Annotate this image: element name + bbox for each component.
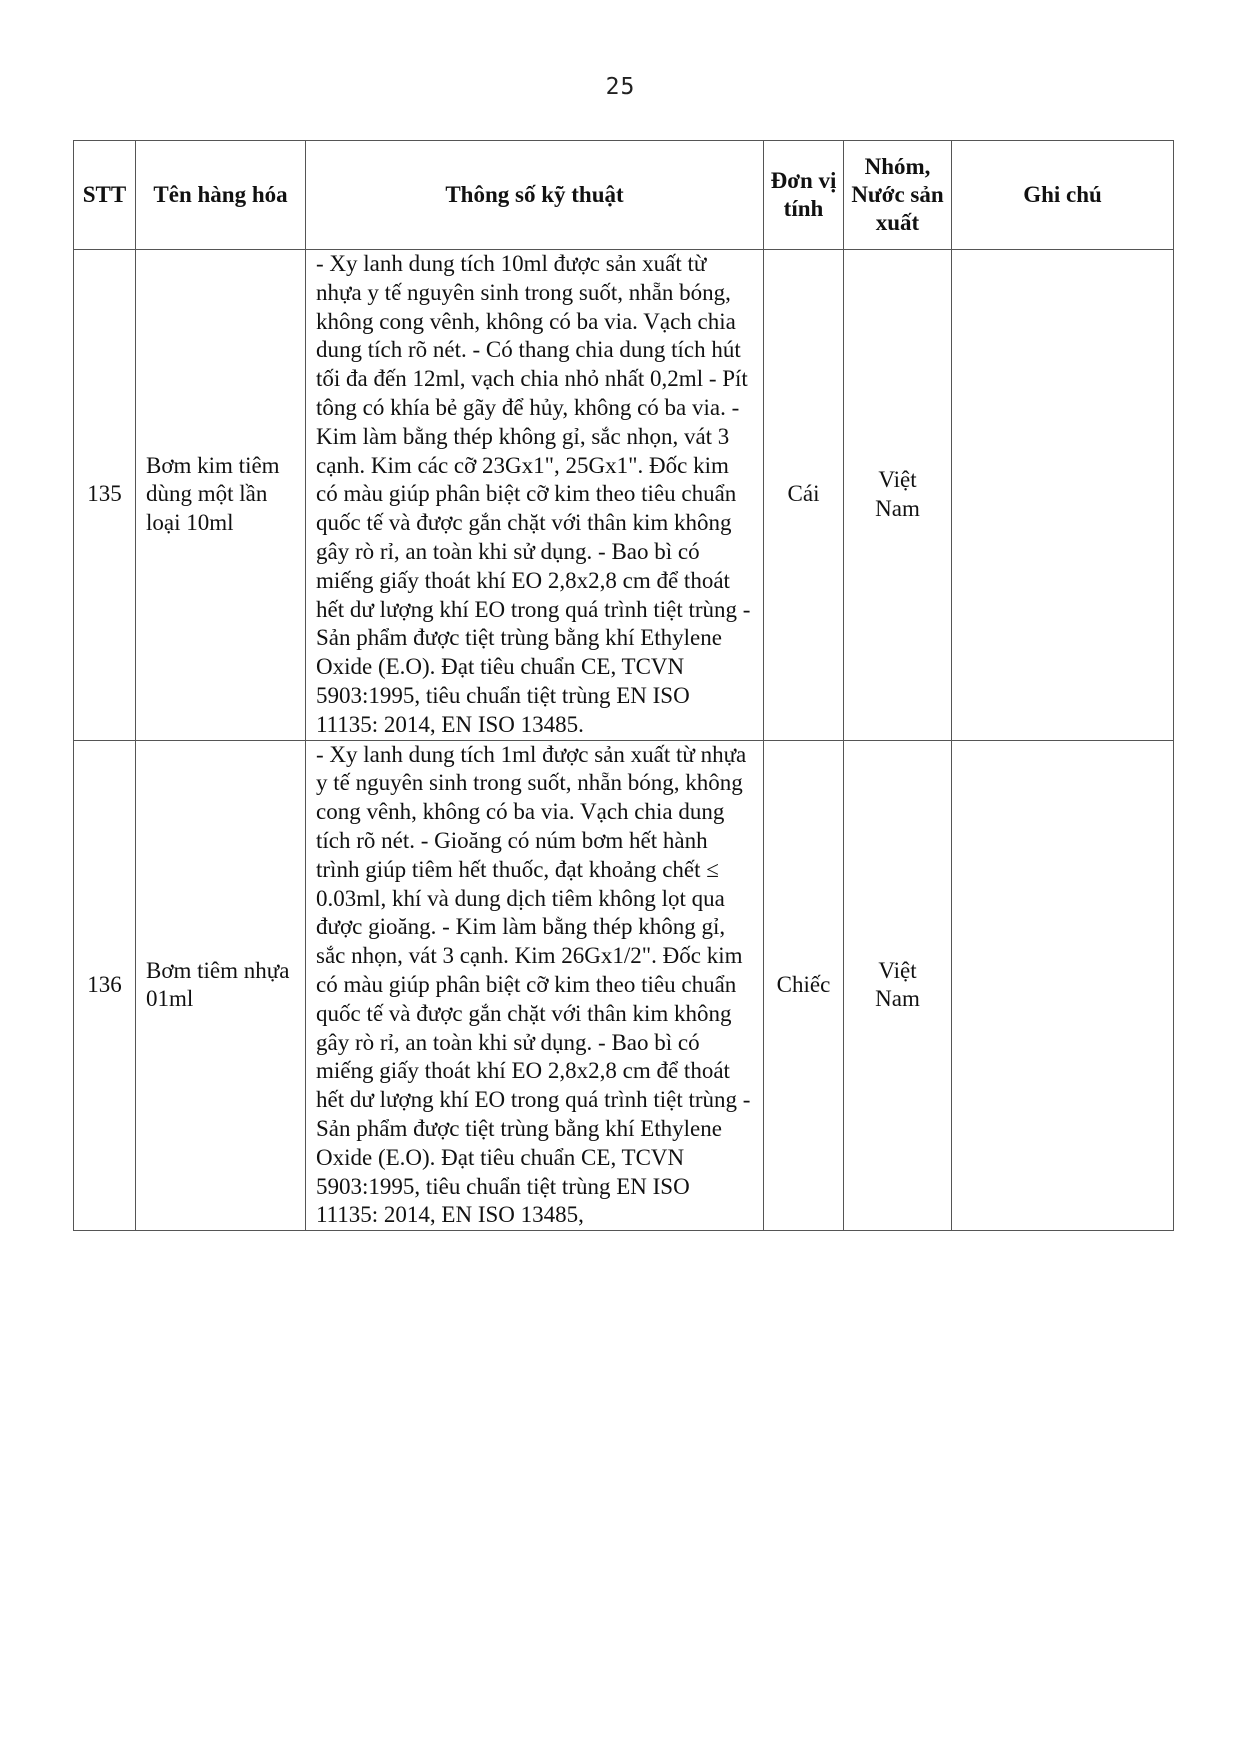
header-product-name: Tên hàng hóa bbox=[136, 141, 306, 250]
row-stt: 135 bbox=[74, 250, 136, 741]
table-header-row bbox=[74, 141, 1174, 250]
table-row bbox=[74, 740, 1174, 1231]
row-product-name: Bơm kim tiêm dùng một lần loại 10ml bbox=[136, 250, 306, 741]
header-stt: STT bbox=[74, 141, 136, 250]
table-row bbox=[74, 250, 1174, 741]
row-origin: Việt Nam bbox=[844, 740, 952, 1231]
row-specification: - Xy lanh dung tích 10ml được sản xuất từ nhựa y tế nguyên sinh trong suốt, nhẵn bóng, không cong vênh, không có ba via. Vạch chia dung tích rõ nét. - Có thang chia dung tích hút tối đa đến 12ml, vạch chia nhỏ nhất 0,2ml - Pít tông có khía bẻ gãy để hủy, không có ba via. - Kim làm bằng thép không gỉ, sắc nhọn, vát 3 cạnh. Kim các cỡ 23Gx1", 25Gx1". Đốc kim có màu giúp phân biệt cỡ kim theo tiêu chuẩn quốc tế và được gắn chặt với thân kim không gây rò rỉ, an toàn khi sử dụng. - Bao bì có miếng giấy thoát khí EO 2,8x2,8 cm để thoát hết dư lượng khí EO trong quá trình tiệt trùng - Sản phẩm được tiệt trùng bằng khí Ethylene Oxide (E.O). Đạt tiêu chuẩn CE, TCVN 5903:1995, tiêu chuẩn tiệt trùng EN ISO 11135: 2014, EN ISO 13485. bbox=[306, 250, 764, 741]
row-stt: 136 bbox=[74, 740, 136, 1231]
row-product-name: Bơm tiêm nhựa 01ml bbox=[136, 740, 306, 1231]
goods-specification-table bbox=[73, 140, 1174, 1231]
header-origin: Nhóm, Nước sản xuất bbox=[844, 141, 952, 250]
row-unit: Cái bbox=[764, 250, 844, 741]
row-origin: Việt Nam bbox=[844, 250, 952, 741]
row-note bbox=[952, 740, 1174, 1231]
header-unit: Đơn vị tính bbox=[764, 141, 844, 250]
row-specification: - Xy lanh dung tích 1ml được sản xuất từ nhựa y tế nguyên sinh trong suốt, nhẵn bóng, không cong vênh, không có ba via. Vạch chia dung tích rõ nét. - Gioăng có núm bơm hết hành trình giúp tiêm hết thuốc, đạt khoảng chết ≤ 0.03ml, khí và dung dịch tiêm không lọt qua được gioăng. - Kim làm bằng thép không gỉ, sắc nhọn, vát 3 cạnh. Kim 26Gx1/2". Đốc kim có màu giúp phân biệt cỡ kim theo tiêu chuẩn quốc tế và được gắn chặt với thân kim không gây rò rỉ, an toàn khi sử dụng. - Bao bì có miếng giấy thoát khí EO 2,8x2,8 cm để thoát hết dư lượng khí EO trong quá trình tiệt trùng - Sản phẩm được tiệt trùng bằng khí Ethylene Oxide (E.O). Đạt tiêu chuẩn CE, TCVN 5903:1995, tiêu chuẩn tiệt trùng EN ISO 11135: 2014, EN ISO 13485, bbox=[306, 740, 764, 1231]
row-note bbox=[952, 250, 1174, 741]
row-unit: Chiếc bbox=[764, 740, 844, 1231]
page-number: 25 bbox=[605, 74, 636, 100]
header-specification: Thông số kỹ thuật bbox=[306, 141, 764, 250]
header-note: Ghi chú bbox=[952, 141, 1174, 250]
